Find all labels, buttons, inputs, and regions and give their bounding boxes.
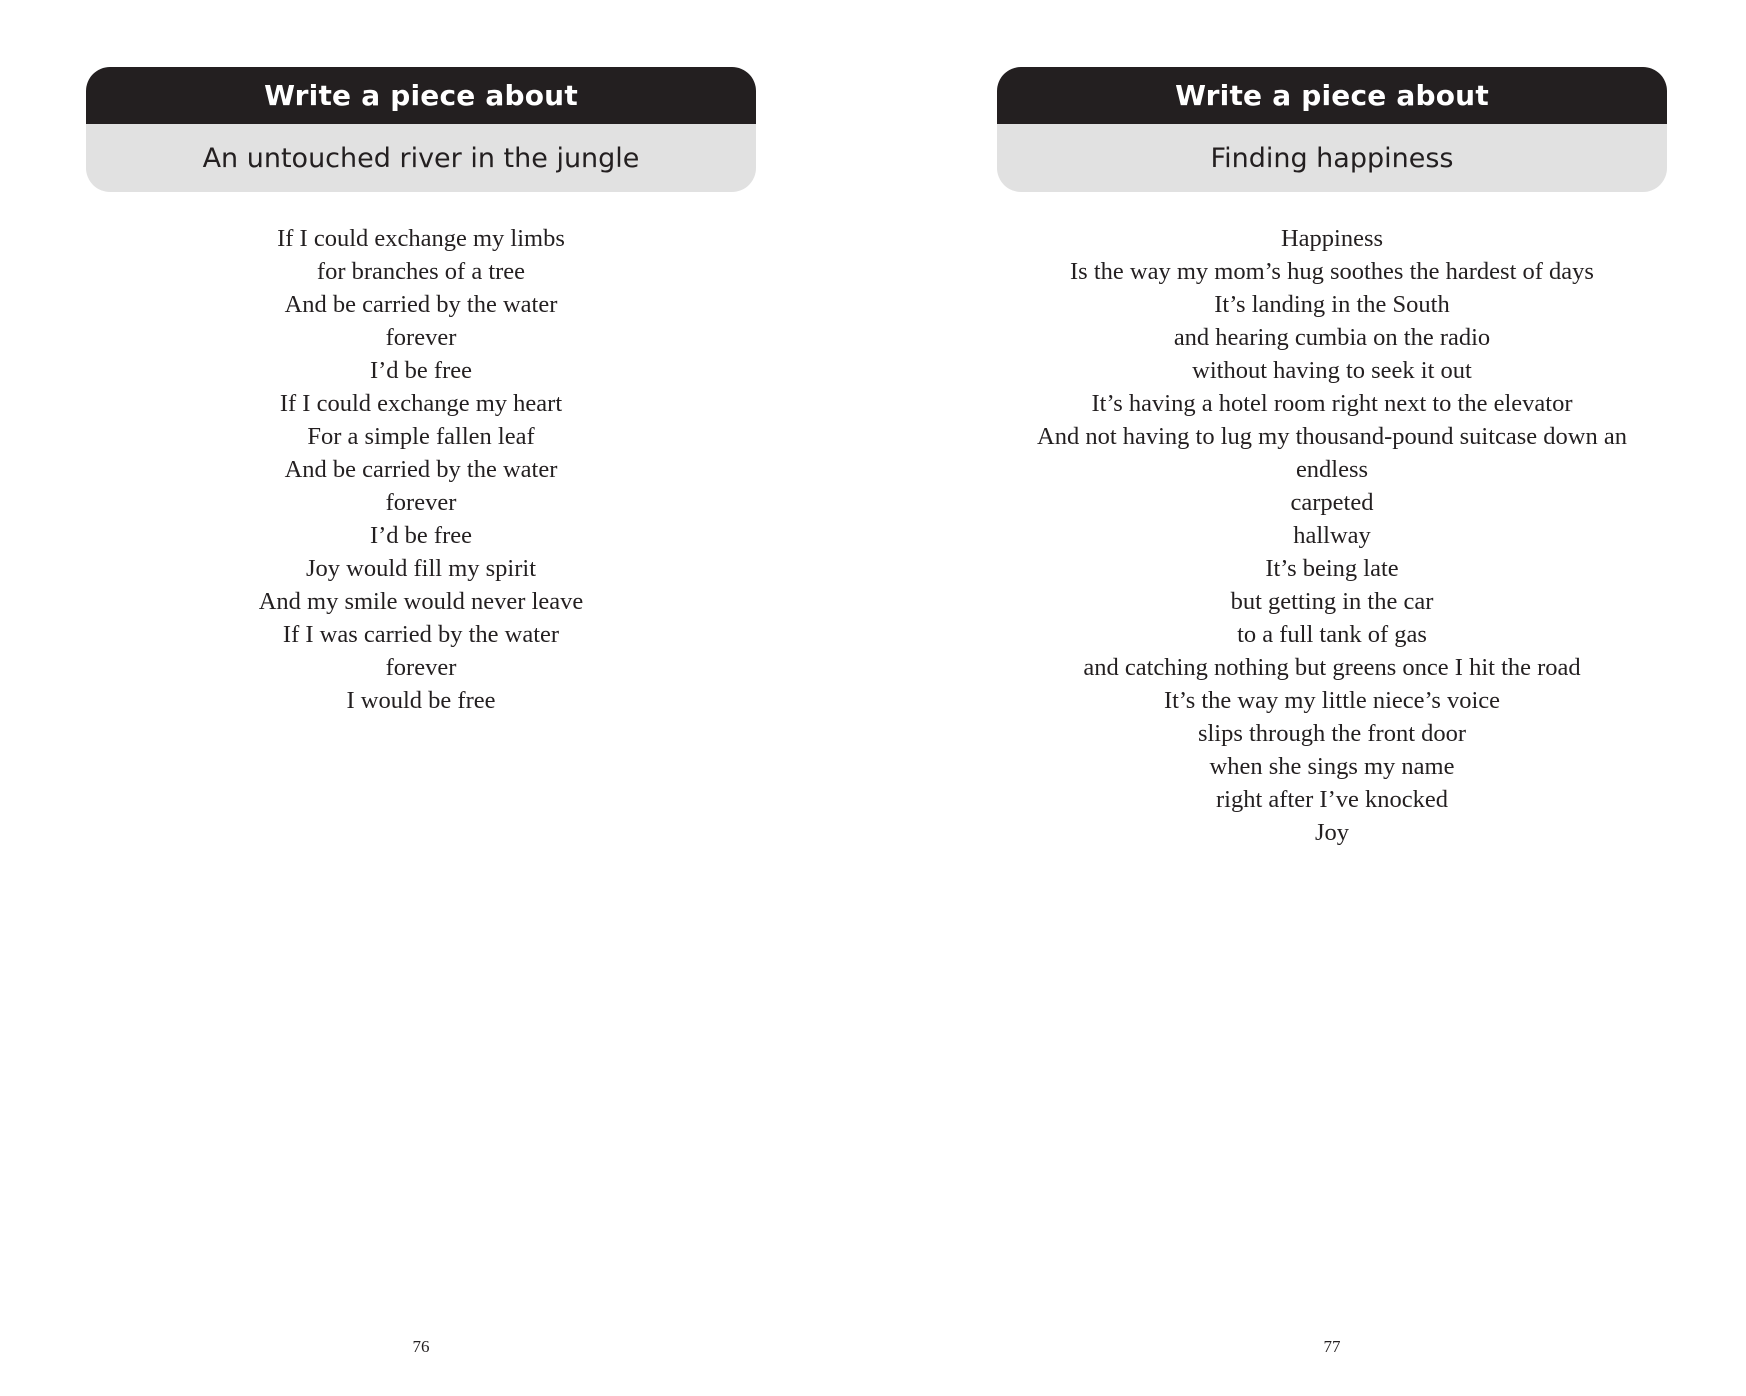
poem-line: forever xyxy=(385,324,457,351)
poem-line: forever xyxy=(385,489,457,516)
poem-line: forever xyxy=(385,654,457,681)
prompt-topic: Finding happiness xyxy=(997,124,1667,192)
prompt-topic: An untouched river in the jungle xyxy=(86,124,756,192)
poem-line: I’d be free xyxy=(369,357,472,384)
poem-line: Joy would fill my spirit xyxy=(305,555,537,582)
poem-line: And be carried by the water xyxy=(284,291,558,318)
poem xyxy=(997,222,1667,849)
poem-line: It’s having a hotel room right next to the elevator xyxy=(1091,390,1573,417)
poem-line: If I could exchange my limbs xyxy=(277,225,565,252)
poem-line: endless xyxy=(1295,456,1369,483)
poem-line: without having to seek it out xyxy=(1192,357,1472,384)
page-number: 76 xyxy=(412,1337,430,1356)
poem-line: to a full tank of gas xyxy=(1237,621,1427,648)
poem-line: carpeted xyxy=(1290,489,1374,516)
prompt-card xyxy=(997,67,1667,192)
poem-line: Is the way my mom’s hug soothes the hardest of days xyxy=(1070,258,1594,285)
poem-line: For a simple fallen leaf xyxy=(307,423,535,450)
poem-line: I’d be free xyxy=(369,522,472,549)
poem-line: slips through the front door xyxy=(1197,720,1467,747)
poem-line: It’s landing in the South xyxy=(1214,291,1450,318)
page-number: 77 xyxy=(1323,1337,1341,1356)
poem-line: but getting in the car xyxy=(1230,588,1434,615)
prompt-card xyxy=(86,67,756,192)
poem-line: and hearing cumbia on the radio xyxy=(1173,324,1491,351)
poem-line: right after I’ve knocked xyxy=(1216,786,1448,813)
poem-line: Happiness xyxy=(1280,225,1384,252)
poem-line: If I was carried by the water xyxy=(282,621,560,648)
prompt-header: Write a piece about xyxy=(86,67,756,124)
right-page xyxy=(873,0,1746,1396)
poem-line: If I could exchange my heart xyxy=(279,390,563,417)
poem-line: when she sings my name xyxy=(1209,753,1455,780)
poem-line: And be carried by the water xyxy=(284,456,558,483)
poem-line: hallway xyxy=(1293,522,1371,549)
poem-line: I would be free xyxy=(346,687,496,714)
poem-line: And my smile would never leave xyxy=(258,588,584,615)
poem-line: Joy xyxy=(1314,819,1350,846)
poem-line: for branches of a tree xyxy=(316,258,526,285)
poem-line: It’s being late xyxy=(1265,555,1399,582)
poem xyxy=(86,222,756,717)
poem-line: It’s the way my little niece’s voice xyxy=(1163,687,1501,714)
poem-line: and catching nothing but greens once I hit the road xyxy=(1083,654,1581,681)
poem-line: And not having to lug my thousand-pound suitcase down an xyxy=(1037,423,1627,450)
prompt-header: Write a piece about xyxy=(997,67,1667,124)
